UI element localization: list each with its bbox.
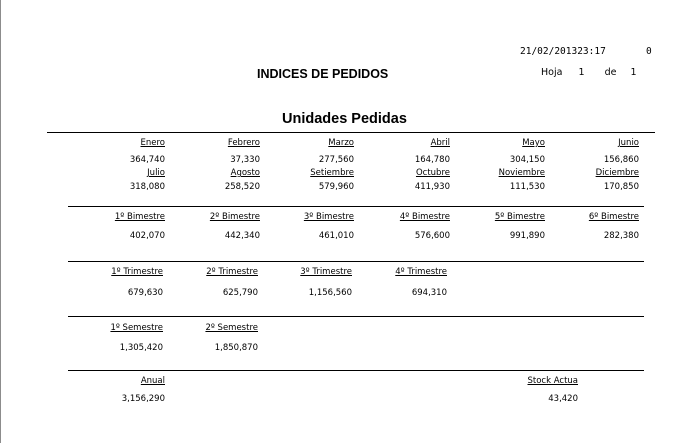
month-label-enero: Enero <box>140 138 165 148</box>
bimestre-value-6: 282,380 <box>603 231 639 241</box>
month-label-noviembre: Noviembre <box>498 168 545 178</box>
trimestre-label-2: 2º Trimestre <box>206 267 258 277</box>
month-label-agosto: Agosto <box>230 168 260 178</box>
divider-anual <box>68 370 644 371</box>
month-value-agosto: 258,520 <box>224 182 260 192</box>
page-indicator <box>541 67 637 78</box>
month-label-abril: Abril <box>430 138 450 148</box>
month-value-febrero: 37,330 <box>230 155 260 165</box>
bimestre-label-2: 2º Bimestre <box>209 212 260 222</box>
bimestre-label-3: 3º Bimestre <box>303 212 354 222</box>
trimestre-label-4: 4º Trimestre <box>395 267 447 277</box>
month-value-setiembre: 579,960 <box>318 182 354 192</box>
bimestre-label-4: 4º Bimestre <box>399 212 450 222</box>
month-value-marzo: 277,560 <box>318 155 354 165</box>
page-label: Hoja <box>541 67 563 78</box>
page-left-border <box>0 0 1 443</box>
trimestre-value-1: 679,630 <box>127 288 163 298</box>
bimestre-label-5: 5º Bimestre <box>494 212 545 222</box>
bimestre-value-5: 991,890 <box>509 231 545 241</box>
trimestre-label-1: 1º Trimestre <box>111 267 163 277</box>
page-of-label: de <box>604 67 617 78</box>
semestre-value-2: 1,850,870 <box>214 343 258 353</box>
month-label-junio: Junio <box>618 138 639 148</box>
bimestre-value-4: 576,600 <box>414 231 450 241</box>
month-label-marzo: Marzo <box>328 138 354 148</box>
bimestre-label-6: 6º Bimestre <box>588 212 639 222</box>
anual-label: Anual <box>140 376 165 386</box>
divider-trimestres <box>68 261 644 262</box>
month-value-mayo: 304,150 <box>509 155 545 165</box>
section-subtitle: Unidades Pedidas <box>282 111 407 127</box>
report-datetime: 21/02/201323:17 <box>520 46 606 57</box>
trimestre-value-3: 1,156,560 <box>308 288 352 298</box>
semestre-label-1: 1º Semestre <box>110 323 163 333</box>
divider-bimestres <box>68 206 644 207</box>
bimestre-value-3: 461,010 <box>318 231 354 241</box>
anual-value: 3,156,290 <box>121 394 165 404</box>
month-label-febrero: Febrero <box>227 138 260 148</box>
page-total: 1 <box>630 67 637 78</box>
month-value-julio: 318,080 <box>129 182 165 192</box>
header-divider <box>47 132 655 133</box>
month-label-mayo: Mayo <box>522 138 545 148</box>
bimestre-value-1: 402,070 <box>129 231 165 241</box>
trimestre-value-4: 694,310 <box>411 288 447 298</box>
stock-value: 43,420 <box>548 394 578 404</box>
month-value-junio: 156,860 <box>603 155 639 165</box>
month-label-diciembre: Diciembre <box>595 168 639 178</box>
month-value-noviembre: 111,530 <box>509 182 545 192</box>
month-value-diciembre: 170,850 <box>603 182 639 192</box>
month-label-setiembre: Setiembre <box>310 168 354 178</box>
bimestre-label-1: 1º Bimestre <box>114 212 165 222</box>
bimestre-value-2: 442,340 <box>224 231 260 241</box>
month-value-abril: 164,780 <box>414 155 450 165</box>
month-label-octubre: Octubre <box>415 168 450 178</box>
month-value-enero: 364,740 <box>129 155 165 165</box>
report-corner-number: 0 <box>646 46 652 57</box>
month-label-julio: Julio <box>147 168 165 178</box>
divider-semestres <box>68 316 644 317</box>
page-number: 1 <box>578 67 585 78</box>
semestre-value-1: 1,305,420 <box>119 343 163 353</box>
report-title: INDICES DE PEDIDOS <box>257 67 389 81</box>
month-value-octubre: 411,930 <box>414 182 450 192</box>
stock-label: Stock Actua <box>527 376 578 386</box>
trimestre-label-3: 3º Trimestre <box>300 267 352 277</box>
trimestre-value-2: 625,790 <box>222 288 258 298</box>
semestre-label-2: 2º Semestre <box>205 323 258 333</box>
